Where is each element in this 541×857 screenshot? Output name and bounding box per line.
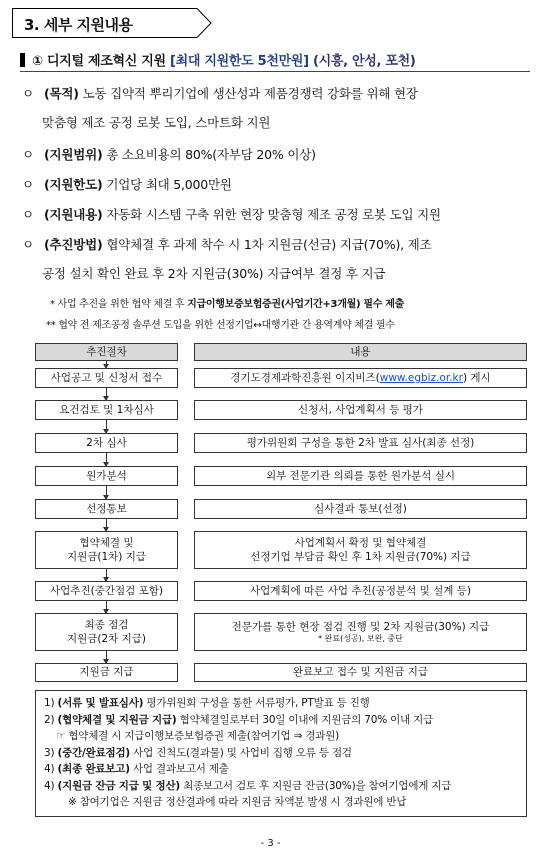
- program-region: (시흥, 안성, 포천): [313, 54, 416, 69]
- details-text: 평가위원회 구성을 통한 서류평가, PT발표 등 진행: [143, 697, 370, 709]
- details-label: (서류 및 발표심사): [57, 697, 144, 709]
- title-underline: [20, 71, 530, 72]
- flow-step: 사업추진(중간점검 포함): [35, 581, 178, 601]
- flow-arrow: [106, 486, 107, 499]
- flow-step-line: 지원금(1차) 지급: [66, 551, 147, 563]
- flow-content: [194, 531, 527, 569]
- flow-step: 2차 심사: [35, 433, 178, 453]
- flow-arrow: [106, 420, 107, 433]
- bullet-text: 자동화 시스템 구축 위한 현장 맞춤형 제조 공정 로봇 도입 지원: [106, 207, 441, 222]
- flow-content: 평가위원회 구성을 통한 2차 발표 심사(최종 선정): [194, 433, 527, 453]
- details-line: [44, 745, 518, 762]
- program-title: [20, 50, 416, 69]
- bullet-text: 협약체결 후 과제 착수 시 1차 지원금(선금) 지급(70%), 제조: [106, 237, 432, 252]
- flow-content-note: * 완료(성공), 보완, 중단: [318, 633, 403, 643]
- details-label: (최종 완료보고): [57, 763, 130, 775]
- flow-content-line: 사업계획서 확정 및 협약체결: [294, 536, 427, 549]
- details-text: 사업 결과보고서 제출: [129, 763, 229, 775]
- bullet-icon: ㅇ: [22, 147, 34, 162]
- program-limit: [최대 지원한도 5천만원]: [169, 54, 309, 69]
- note-guarantee: [50, 295, 404, 310]
- flow-step-line: 지원금(2차 지급): [66, 633, 147, 645]
- flow-content: 완료보고 접수 및 지원금 지급: [194, 663, 527, 682]
- bullet-label: (지원한도): [44, 177, 103, 192]
- details-line: ☞ 협약체결 시 지급이행보증보험증권 제출(참여기업 ⇒ 경과원): [56, 730, 340, 742]
- note-text: * 사업 추진을 위한 협약 체결 후: [50, 299, 188, 310]
- bullet-content: [22, 205, 441, 223]
- bullet-text: 총 소요비용의 80%(자부담 20% 이상): [106, 147, 316, 162]
- flow-arrow: [106, 569, 107, 581]
- flow-content-text: 경기도경제과학진흥원 이지비즈(: [230, 371, 380, 384]
- details-line: [44, 712, 518, 729]
- flow-step: 원가분석: [35, 466, 178, 486]
- flow-content: 사업계획에 따른 사업 추진(공정분석 및 설계 등): [194, 581, 527, 601]
- details-num: 1): [44, 697, 55, 709]
- note-emphasis: 지급이행보증보험증권(사업기간+3개월) 필수 제출: [187, 299, 405, 310]
- bullet-purpose: [22, 84, 418, 102]
- flow-content: 심사결과 통보(선정): [194, 499, 527, 519]
- bullet-method: [22, 235, 431, 253]
- bullet-text: 기업당 최대 5,000만원: [106, 177, 232, 192]
- flow-content: [194, 613, 527, 651]
- bullet-label: (지원범위): [44, 147, 103, 162]
- flow-content: 외부 전문기관 의뢰를 통한 원가분석 실시: [194, 466, 527, 486]
- note-contract: ** 협약 전 제조공정 솔루션 도입을 위한 선정기업↔대행기관 간 용역계약 체결 필수: [46, 320, 395, 331]
- program-number: ①: [32, 54, 43, 69]
- details-num: 4): [44, 779, 55, 792]
- bullet-label: (목적): [44, 86, 79, 101]
- details-label: (협약체결 및 지원금 지급): [57, 713, 177, 726]
- bullet-label: (추진방법): [44, 237, 103, 252]
- flow-step: 지원금 지급: [35, 663, 178, 682]
- flow-arrow: [106, 519, 107, 531]
- bullet-icon: ㅇ: [22, 86, 34, 101]
- flow-step-line: 협약체결 및: [79, 536, 134, 549]
- details-num: 2): [44, 713, 55, 726]
- section-title: 3. 세부 지원내용: [24, 16, 133, 34]
- flow-step-line: 최종 점검: [84, 618, 129, 631]
- flow-content-line: 전문가를 통한 현장 점검 진행 및 2차 지원금(30%) 지급: [231, 620, 490, 633]
- details-label: (중간/완료점검): [57, 746, 131, 759]
- page-number: - 3 -: [260, 838, 281, 849]
- flow-step: 선정통보: [35, 499, 178, 519]
- flow-step: 사업공고 및 신청서 접수: [35, 368, 178, 388]
- title-marker-icon: [20, 53, 25, 67]
- flow-arrow: [106, 361, 107, 368]
- bullet-scope: [22, 145, 316, 163]
- bullet-icon: ㅇ: [22, 177, 34, 192]
- flow-step: 요건검토 및 1차심사: [35, 400, 178, 420]
- bullet-label: (지원내용): [44, 207, 103, 222]
- details-text: 사업 진척도(결과물) 및 사업비 집행 오류 등 점검: [130, 746, 352, 759]
- flow-header-step: 추진절차: [35, 343, 178, 361]
- details-line: [44, 761, 518, 778]
- flow-step: [35, 531, 178, 569]
- flow-content-text: ) 게시: [462, 371, 491, 384]
- program-name: 디지털 제조혁신 지원: [46, 54, 166, 69]
- flow-content: [194, 368, 527, 388]
- details-line: ※ 참여기업은 지원금 정산결과에 따라 지원금 차액분 발생 시 경과원에 반납: [68, 796, 407, 808]
- bullet-icon: ㅇ: [22, 207, 34, 222]
- bullet-text: 노동 집약적 뿌리기업에 생산성과 제품경쟁력 강화를 위해 현장: [82, 86, 418, 101]
- flow-arrow: [106, 601, 107, 613]
- details-line: [44, 778, 518, 795]
- flow-step: [35, 613, 178, 651]
- bullet-method-cont: 공정 설치 확인 완료 후 2차 지원금(30%) 지급여부 결정 후 지급: [42, 266, 386, 281]
- flow-arrow: [106, 388, 107, 400]
- bullet-limit: [22, 175, 232, 193]
- bullet-icon: ㅇ: [22, 237, 34, 252]
- egbiz-link[interactable]: www.egbiz.or.kr: [379, 371, 463, 384]
- flow-content-line: 선정기업 부담금 확인 후 1차 지원금(70%) 지급: [250, 551, 471, 563]
- flow-arrow: [106, 651, 107, 663]
- flow-arrow: [106, 453, 107, 466]
- details-num: 3): [44, 746, 55, 759]
- details-line: [44, 695, 518, 712]
- details-box: [35, 690, 527, 817]
- details-num: 4): [44, 763, 55, 775]
- bullet-purpose-cont: 맞춤형 제조 공정 로봇 도입, 스마트화 지원: [42, 115, 271, 130]
- section-header: [12, 8, 212, 38]
- flow-content: 신청서, 사업계획서 등 평가: [194, 400, 527, 420]
- flow-header-content: 내용: [194, 343, 527, 361]
- details-label: (지원금 잔금 지급 및 정산): [57, 779, 180, 792]
- details-text: 최종보고서 검토 후 지원금 잔금(30%)을 참여기업에게 지급: [179, 779, 452, 792]
- details-text: 협약체결일로부터 30일 이내에 지원금의 70% 이내 지급: [176, 713, 434, 726]
